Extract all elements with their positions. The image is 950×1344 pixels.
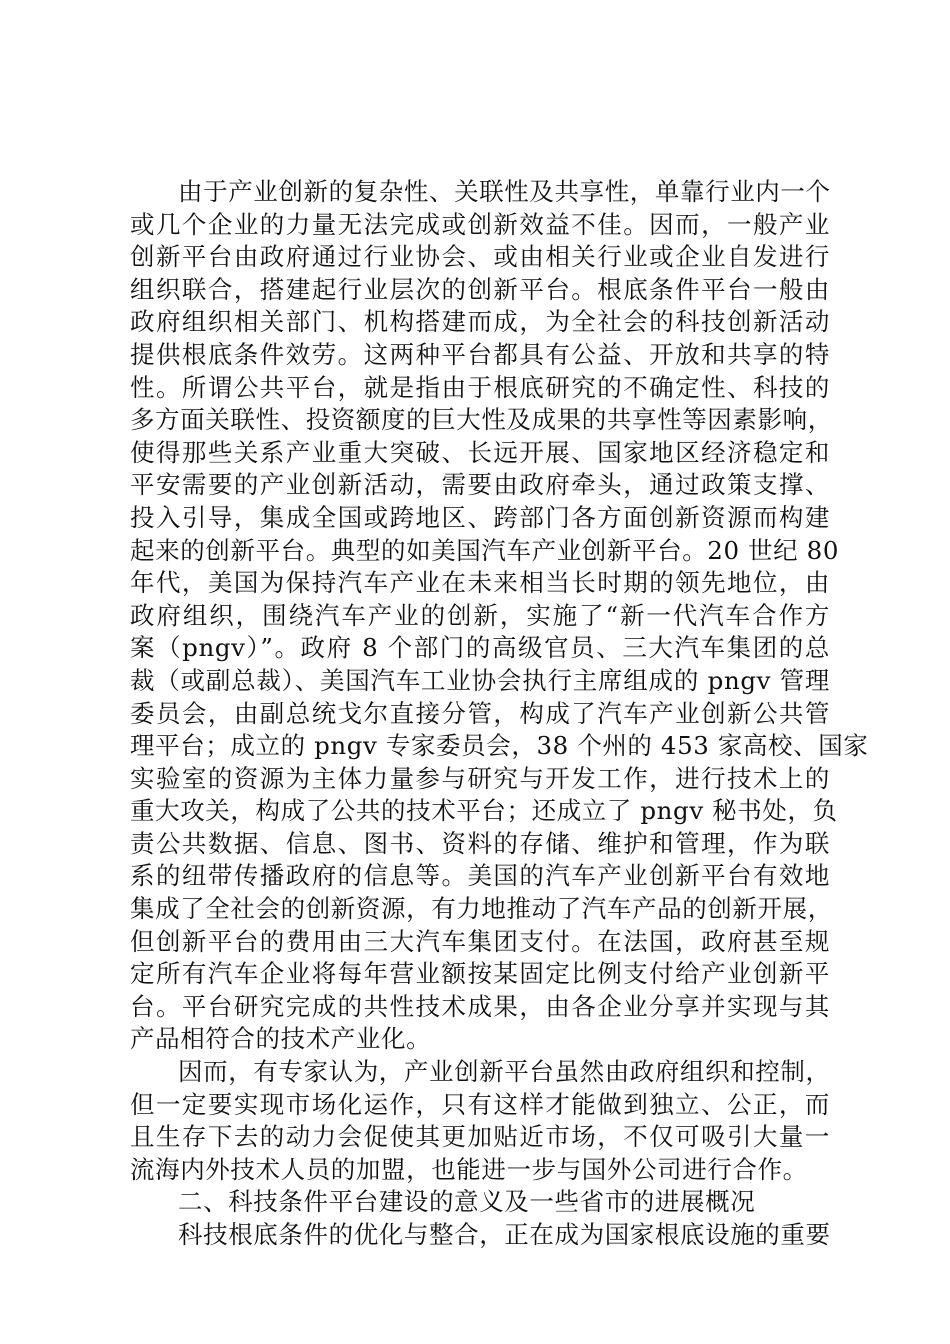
paragraph-1-line: 委员会，由副总统戈尔直接分管，构成了汽车产业创新公共管 (130, 698, 830, 728)
paragraph-1-line: 重大攻关，构成了公共的技术平台；还成立了 pngv 秘书处，负 (130, 796, 838, 826)
paragraph-1-line: 多方面关联性、投资额度的巨大性及成果的共享性等因素影响， (130, 405, 833, 435)
paragraph-1-line: 政府组织，围绕汽车产业的创新，实施了“新一代汽车合作方 (130, 600, 830, 630)
paragraph-2-line: 因而，有专家认为，产业创新平台虽然由政府组织和控制， (178, 1057, 831, 1087)
paragraph-1-line: 责公共数据、信息、图书、资料的存储、维护和管理，作为联 (130, 828, 830, 858)
paragraph-1-line: 实验室的资源为主体力量参与研究与开发工作，进行技术上的 (130, 763, 830, 793)
paragraph-1-line: 裁（或副总裁）、美国汽车工业协会执行主席组成的 pngv 管理 (130, 665, 830, 695)
paragraph-1-line: 系的纽带传播政府的信息等。美国的汽车产业创新平台有效地 (130, 861, 830, 891)
paragraph-1-line: 理平台；成立的 pngv 专家委员会，38 个州的 453 家高校、国家 (130, 731, 869, 761)
paragraph-1-line: 或几个企业的力量无法完成或创新效益不佳。因而，一般产业 (130, 209, 830, 239)
paragraph-1-line: 创新平台由政府通过行业协会、或由相关行业或企业自发进行 (130, 242, 830, 272)
paragraph-1-line: 由于产业创新的复杂性、关联性及共享性，单靠行业内一个 (178, 177, 831, 206)
paragraph-1-line: 平安需要的产业创新活动，需要由政府牵头，通过政策支撑、 (130, 470, 830, 500)
paragraph-1-line: 性。所谓公共平台，就是指由于根底研究的不确定性、科技的 (130, 372, 830, 402)
paragraph-1-line: 年代，美国为保持汽车产业在未来相当长时期的领先地位，由 (130, 568, 830, 598)
paragraph-1-line: 案（pngv）”。政府 8 个部门的高级官员、三大汽车集团的总 (130, 633, 830, 663)
paragraph-1-line: 但创新平台的费用由三大汽车集团支付。在法国，政府甚至规 (130, 926, 830, 956)
paragraph-1-line: 提供根底条件效劳。这两种平台都具有公益、开放和共享的特 (130, 339, 830, 369)
section-heading: 二、科技条件平台建设的意义及一些省市的进展概况 (178, 1187, 756, 1217)
paragraph-1-line: 组织联合，搭建起行业层次的创新平台。根底条件平台一般由 (130, 274, 830, 304)
body-text (130, 176, 869, 1252)
paragraph-1-line: 政府组织相关部门、机构搭建而成，为全社会的科技创新活动 (130, 307, 830, 337)
paragraph-2-line: 且生存下去的动力会促使其更加贴近市场，不仅可吸引大量一 (130, 1122, 830, 1152)
paragraph-3-line: 科技根底条件的优化与整合，正在成为国家根底设施的重要 (178, 1220, 831, 1249)
paragraph-1-line: 产品相符合的技术产业化。 (130, 1024, 432, 1054)
paragraph-1-line: 使得那些关系产业重大突破、长远开展、国家地区经济稳定和 (130, 437, 830, 467)
paragraph-1-line: 集成了全社会的创新资源，有力地推动了汽车产品的创新开展， (130, 894, 833, 924)
paragraph-2-line: 流海内外技术人员的加盟，也能进一步与国外公司进行合作。 (130, 1154, 808, 1184)
paragraph-1-line: 起来的创新平台。典型的如美国汽车产业创新平台。20 世纪 80 (130, 535, 840, 565)
paragraph-1-line: 台。平台研究完成的共性技术成果，由各企业分享并实现与其 (130, 991, 830, 1021)
paragraph-2-line: 但一定要实现市场化运作，只有这样才能做到独立、公正，而 (130, 1089, 830, 1119)
paragraph-1-line: 定所有汽车企业将每年营业额按某固定比例支付给产业创新平 (130, 959, 830, 989)
paragraph-1-line: 投入引导，集成全国或跨地区、跨部门各方面创新资源而构建 (130, 502, 830, 532)
